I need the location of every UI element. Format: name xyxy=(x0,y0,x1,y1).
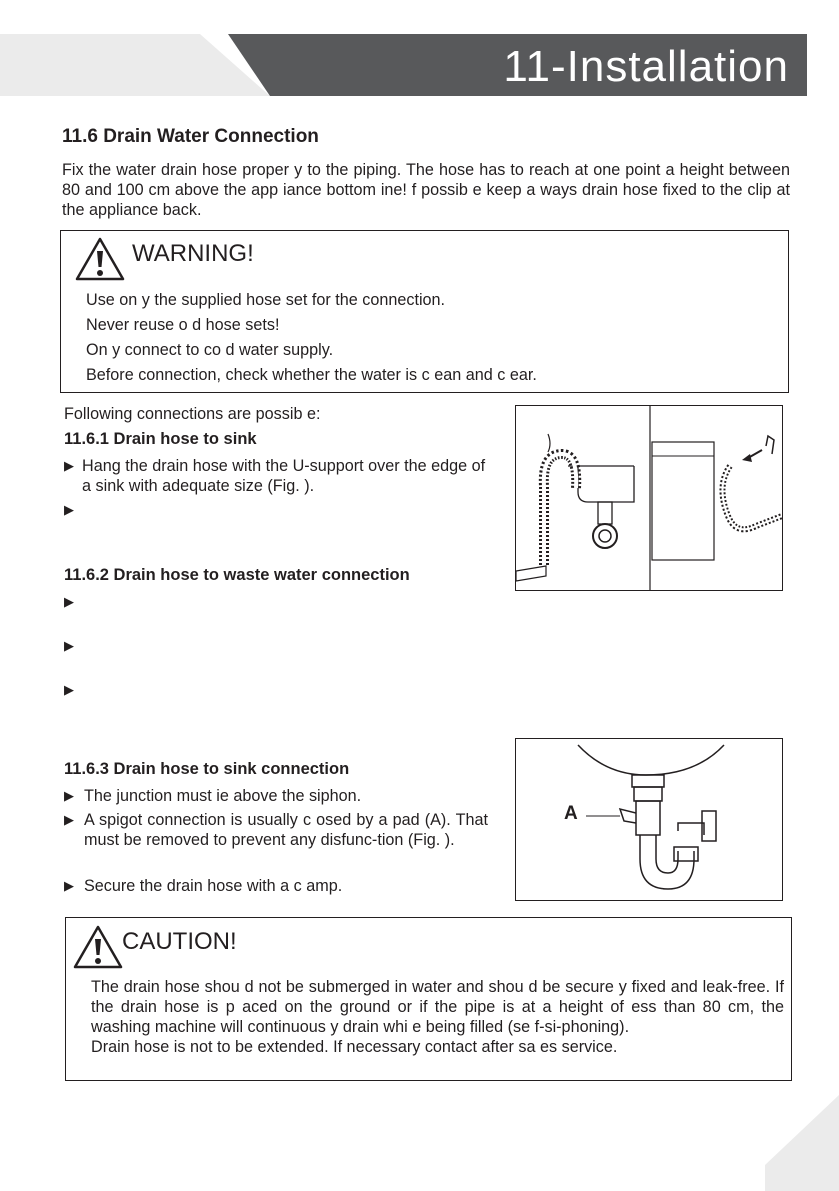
bullet-arrow-icon: ▶ xyxy=(64,594,74,609)
connections-lead: Following connections are possib e: xyxy=(64,405,321,423)
figure-label-a: A xyxy=(564,803,578,824)
page-title: 11-Installation xyxy=(503,42,789,91)
bullet-item xyxy=(64,810,488,850)
bullet-text: Secure the drain hose with a c amp. xyxy=(84,877,343,895)
warning-item: On y connect to co d water supply. xyxy=(86,341,334,359)
warning-list xyxy=(86,290,537,390)
warning-item: Use on y the supplied hose set for the connection. xyxy=(86,291,446,309)
figure-drain-hose-sink xyxy=(515,405,783,591)
bullet-arrow-icon: ▶ xyxy=(64,682,74,697)
bullet-arrow-icon: ▶ xyxy=(64,878,74,893)
section-heading: 11.6 Drain Water Connection xyxy=(62,126,319,147)
bullet-arrow-icon: ▶ xyxy=(64,812,74,827)
warning-title: WARNING! xyxy=(132,240,254,267)
bullet-arrow-icon: ▶ xyxy=(64,458,74,473)
caution-text xyxy=(91,977,784,1057)
subsection-heading-sink: 11.6.1 Drain hose to sink xyxy=(64,430,257,448)
drain-hose-illustration xyxy=(516,406,782,590)
corner-decoration xyxy=(765,1095,839,1191)
bullet-text: Hang the drain hose with the U-support over the edge of a sink with adequate size (Fig. ). xyxy=(82,457,486,495)
caution-icon xyxy=(72,924,124,970)
caution-paragraph: Drain hose is not to be extended. If necessary contact after sa es service. xyxy=(91,1038,618,1056)
warning-item: Before connection, check whether the water is c ean and c ear. xyxy=(86,366,537,384)
bullet-item xyxy=(64,876,488,896)
bullet-text: The junction must ie above the siphon. xyxy=(84,787,362,805)
figure-siphon xyxy=(515,738,783,901)
subsection-heading-waste: 11.6.2 Drain hose to waste water connection xyxy=(64,566,410,584)
warning-item: Never reuse o d hose sets! xyxy=(86,316,280,334)
warning-icon xyxy=(74,236,126,282)
subsection-heading-sink-connection: 11.6.3 Drain hose to sink connection xyxy=(64,760,350,778)
bullet-item xyxy=(64,786,488,806)
bullet-arrow-icon: ▶ xyxy=(64,788,74,803)
bullet-item xyxy=(64,456,488,496)
bullet-arrow-icon: ▶ xyxy=(64,502,74,517)
bullet-text: A spigot connection is usually c osed by a pad (A). That must be removed to prevent any disfunc-tion (Fig. ). xyxy=(84,811,488,849)
caution-paragraph: The drain hose shou d not be submerged in water and shou d be secure y fixed and leak-free. If the drain hose is p aced on the ground or if the pipe is at a height of ess than 80 cm, the washing machine will continuous y drain whi e being filled (se f-si-phoning). xyxy=(91,978,784,1036)
caution-title: CAUTION! xyxy=(122,928,237,955)
header-decoration xyxy=(0,34,270,96)
intro-paragraph: Fix the water drain hose proper y to the piping. The hose has to reach at one point a height between 80 and 100 cm above the app iance bottom ine! f possib e keep a ways drain hose fixed to the clip at the appliance back. xyxy=(62,161,790,219)
siphon-illustration xyxy=(516,739,782,900)
bullet-arrow-icon: ▶ xyxy=(64,638,74,653)
